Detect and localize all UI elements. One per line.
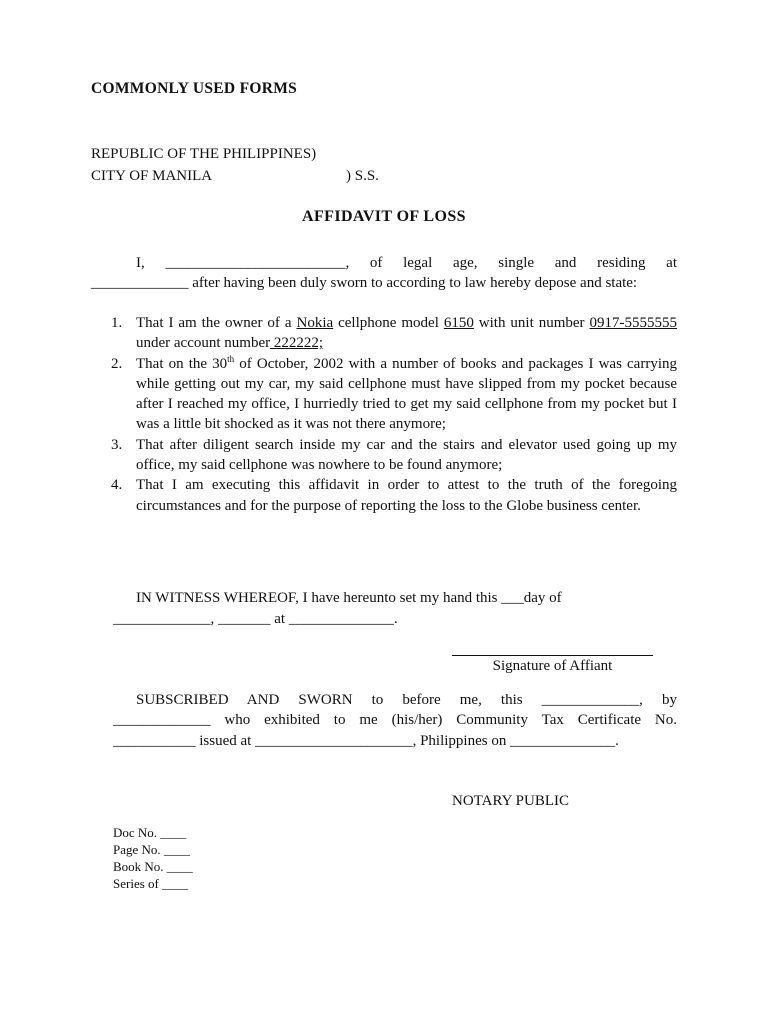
item-number: 2. [111,355,123,372]
book-number: Book No. ____ [113,859,193,874]
subscribed-line-1: SUBSCRIBED AND SWORN to before me, this _____________, by [136,692,677,708]
series-of: Series of ____ [113,876,189,891]
phone-brand: Nokia [296,315,334,331]
witness-line-2: _____________, _______ at ______________. [113,611,398,627]
signature-line [452,655,653,656]
venue-ss: ) S.S. [346,168,379,184]
affidavit-title: AFFIDAVIT OF LOSS [302,208,466,225]
notary-public-label: NOTARY PUBLIC [452,793,570,809]
ordinal-suffix: th [227,353,235,364]
venue-city: CITY OF MANILA [91,168,213,184]
venue-republic: REPUBLIC OF THE PHILIPPINES) [91,146,317,162]
statement-item-2: 2. That on the 30th of October, 2002 with a number of books and packages I was carrying while getting out my car, my said cellphone must have slipped from my pocket because after I reached my office, I hurriedly tried to get my said cellphone from my pocket but I was a little bit shocked as it was not there anymore; [111,353,677,433]
item-number: 4. [111,477,123,494]
page-number: Page No. ____ [113,842,190,857]
statement-item-3: 3. That after diligent search inside my car and the stairs and elevator used going up my office, my said cellphone was nowhere to be found anymore; [111,436,677,474]
statement-list [91,313,677,516]
unit-number: 0917-5555555 [589,315,677,331]
item-number: 3. [111,436,123,453]
signature-label: Signature of Affiant [492,658,613,674]
subscribed-line-2: _____________ who exhibited to me (his/her) Community Tax Certificate No. [113,712,677,728]
account-number: 222222; [270,335,324,352]
intro-line-2: _____________ after having been duly sworn to according to law hereby depose and state: [91,275,638,291]
witness-line-1: IN WITNESS WHEREOF, I have hereunto set my hand this ___day of [136,590,562,606]
statement-item-4: 4. That I am executing this affidavit in order to attest to the truth of the foregoing circumstances and for the purpose of reporting the loss to the Globe business center. [111,477,677,514]
item-number: 1. [111,315,123,331]
statement-item-1: 1. That I am the owner of a Nokia cellphone model 6150 with unit number 0917-5555555 under account number 222222; [111,315,677,352]
doc-meta-block [113,824,193,892]
doc-number: Doc No. ____ [113,825,187,840]
subscribed-line-3: ___________ issued at _____________________, Philippines on ______________. [113,733,619,749]
phone-model: 6150 [443,315,474,331]
intro-line-1: I, ________________________, of legal age, single and residing at [136,255,677,271]
document-heading: COMMONLY USED FORMS [91,80,298,97]
